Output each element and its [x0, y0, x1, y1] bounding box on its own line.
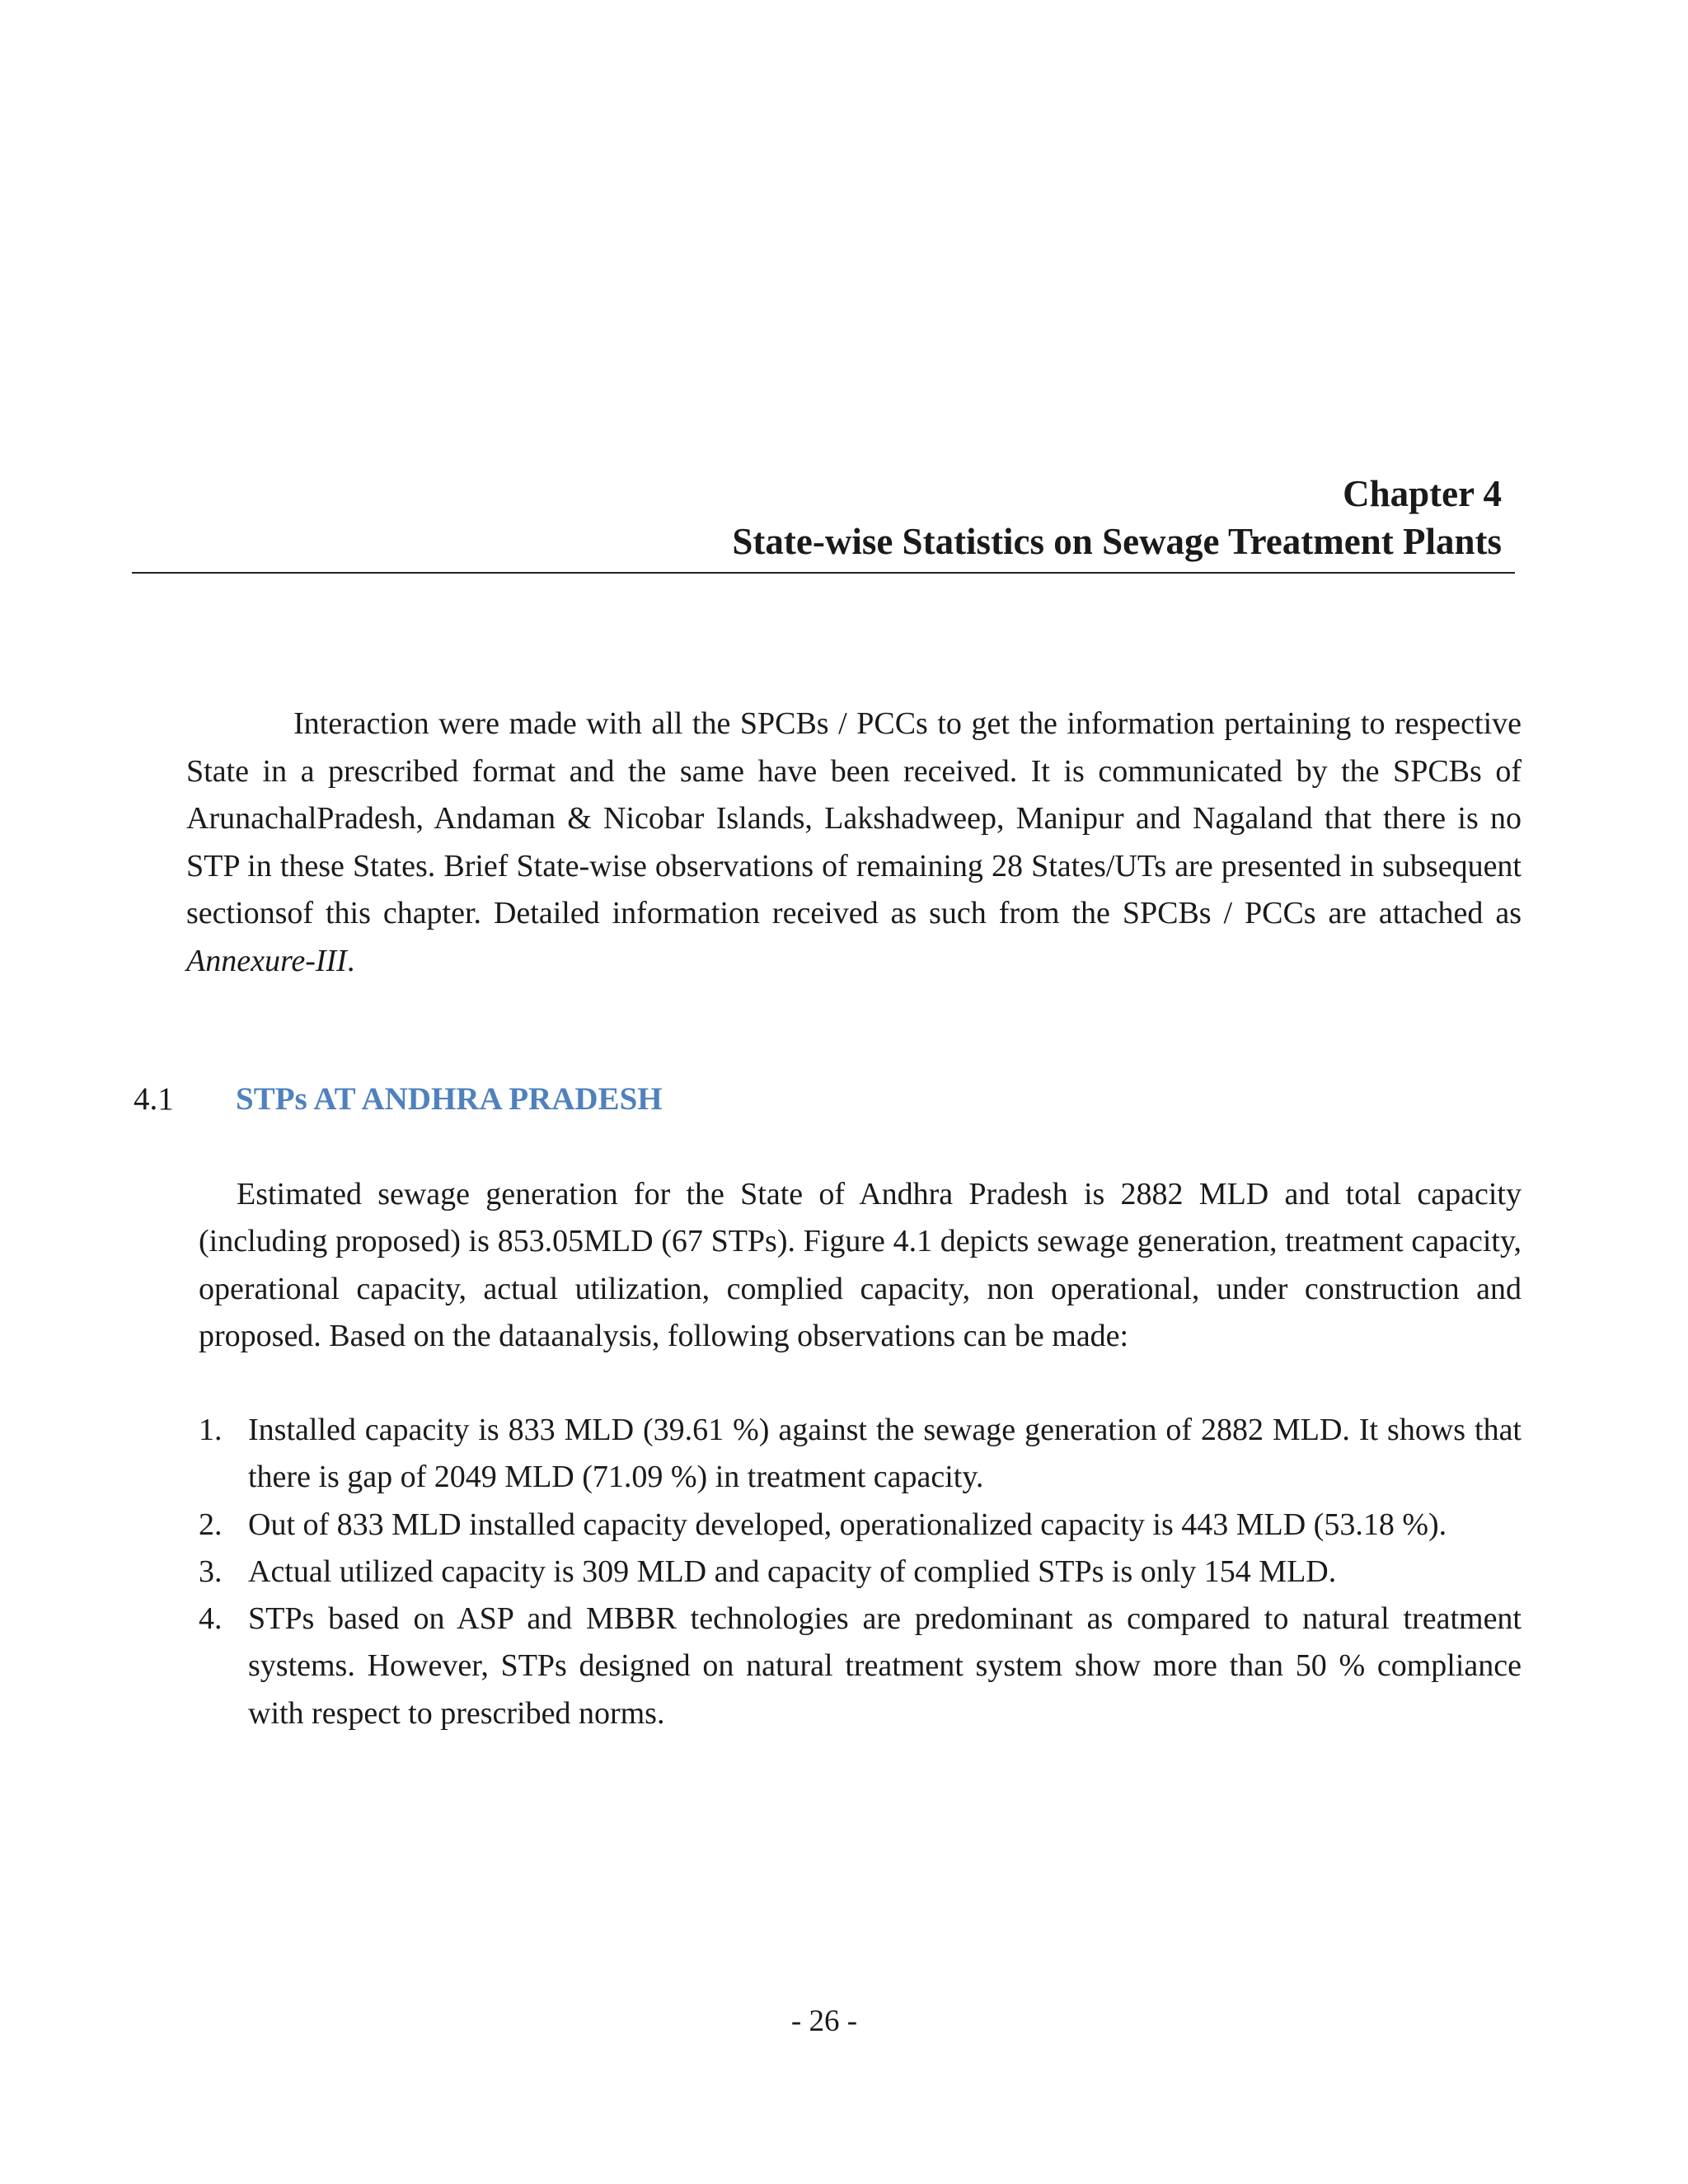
list-item: [199, 1407, 1522, 1502]
annexure-reference: Annexure-III: [186, 943, 347, 978]
page-number: - 26 -: [790, 2004, 858, 2038]
list-item: [199, 1596, 1522, 1737]
list-item-number: 2.: [199, 1507, 223, 1542]
chapter-header: [132, 470, 1515, 574]
list-item-number: 3.: [199, 1554, 223, 1589]
list-item-text: Installed capacity is 833 MLD (39.61 %) against the sewage generation of 2882 MLD. It shows that there is gap of 2049 MLD (71.09 %) in treatment capacity.: [248, 1413, 1522, 1495]
list-item-text: STPs based on ASP and MBBR technologies are predominant as compared to natural treatment systems. However, STPs designed on natural treatment system show more than 50 % compliance with respect to prescribed norms.: [248, 1601, 1522, 1731]
intro-paragraph: [186, 701, 1522, 985]
intro-text: Interaction were made with all the SPCBs / PCCs to get the information pertaining to respective State in a prescribed format and the same have been received. It is communicated by the SPCBs of ArunachalPradesh, Andaman & Nicobar Islands, Lakshadweep, Manipur and Nagaland that there is no STP in these States. Brief State-wise observations of remaining 28 States/UTs are presented in subsequent sectionsof this chapter. Detailed information received as such from the SPCBs / PCCs are attached as: [186, 706, 1522, 930]
observations-list: [199, 1407, 1522, 1737]
list-item-number: 1.: [199, 1413, 223, 1447]
list-item: [199, 1502, 1522, 1549]
section-heading: [134, 1076, 663, 1122]
list-item-text: Actual utilized capacity is 309 MLD and capacity of complied STPs is only 154 MLD.: [248, 1554, 1337, 1589]
list-item-number: 4.: [199, 1601, 223, 1637]
section-number: 4.1: [134, 1081, 174, 1117]
list-item: [199, 1549, 1522, 1596]
list-item-text: Out of 833 MLD installed capacity developed, operationalized capacity is 443 MLD (53.18 %).: [248, 1507, 1447, 1542]
section-paragraph-text: Estimated sewage generation for the State of Andhra Pradesh is 2882 MLD and total capacity (including proposed) is 853.05MLD (67 STPs). Figure 4.1 depicts sewage generation, treatment capacity, operational capacity, actual utilization, complied capacity, non operational, under construction and proposed. Based on the dataanalysis, following observations can be made:: [199, 1177, 1522, 1353]
section-paragraph: [199, 1171, 1522, 1360]
intro-end: .: [346, 943, 355, 978]
section-title: STPs AT ANDHRA PRADESH: [236, 1081, 663, 1117]
chapter-title: State-wise Statistics on Sewage Treatment Plants: [732, 521, 1502, 562]
chapter-number: Chapter 4: [1343, 473, 1502, 514]
